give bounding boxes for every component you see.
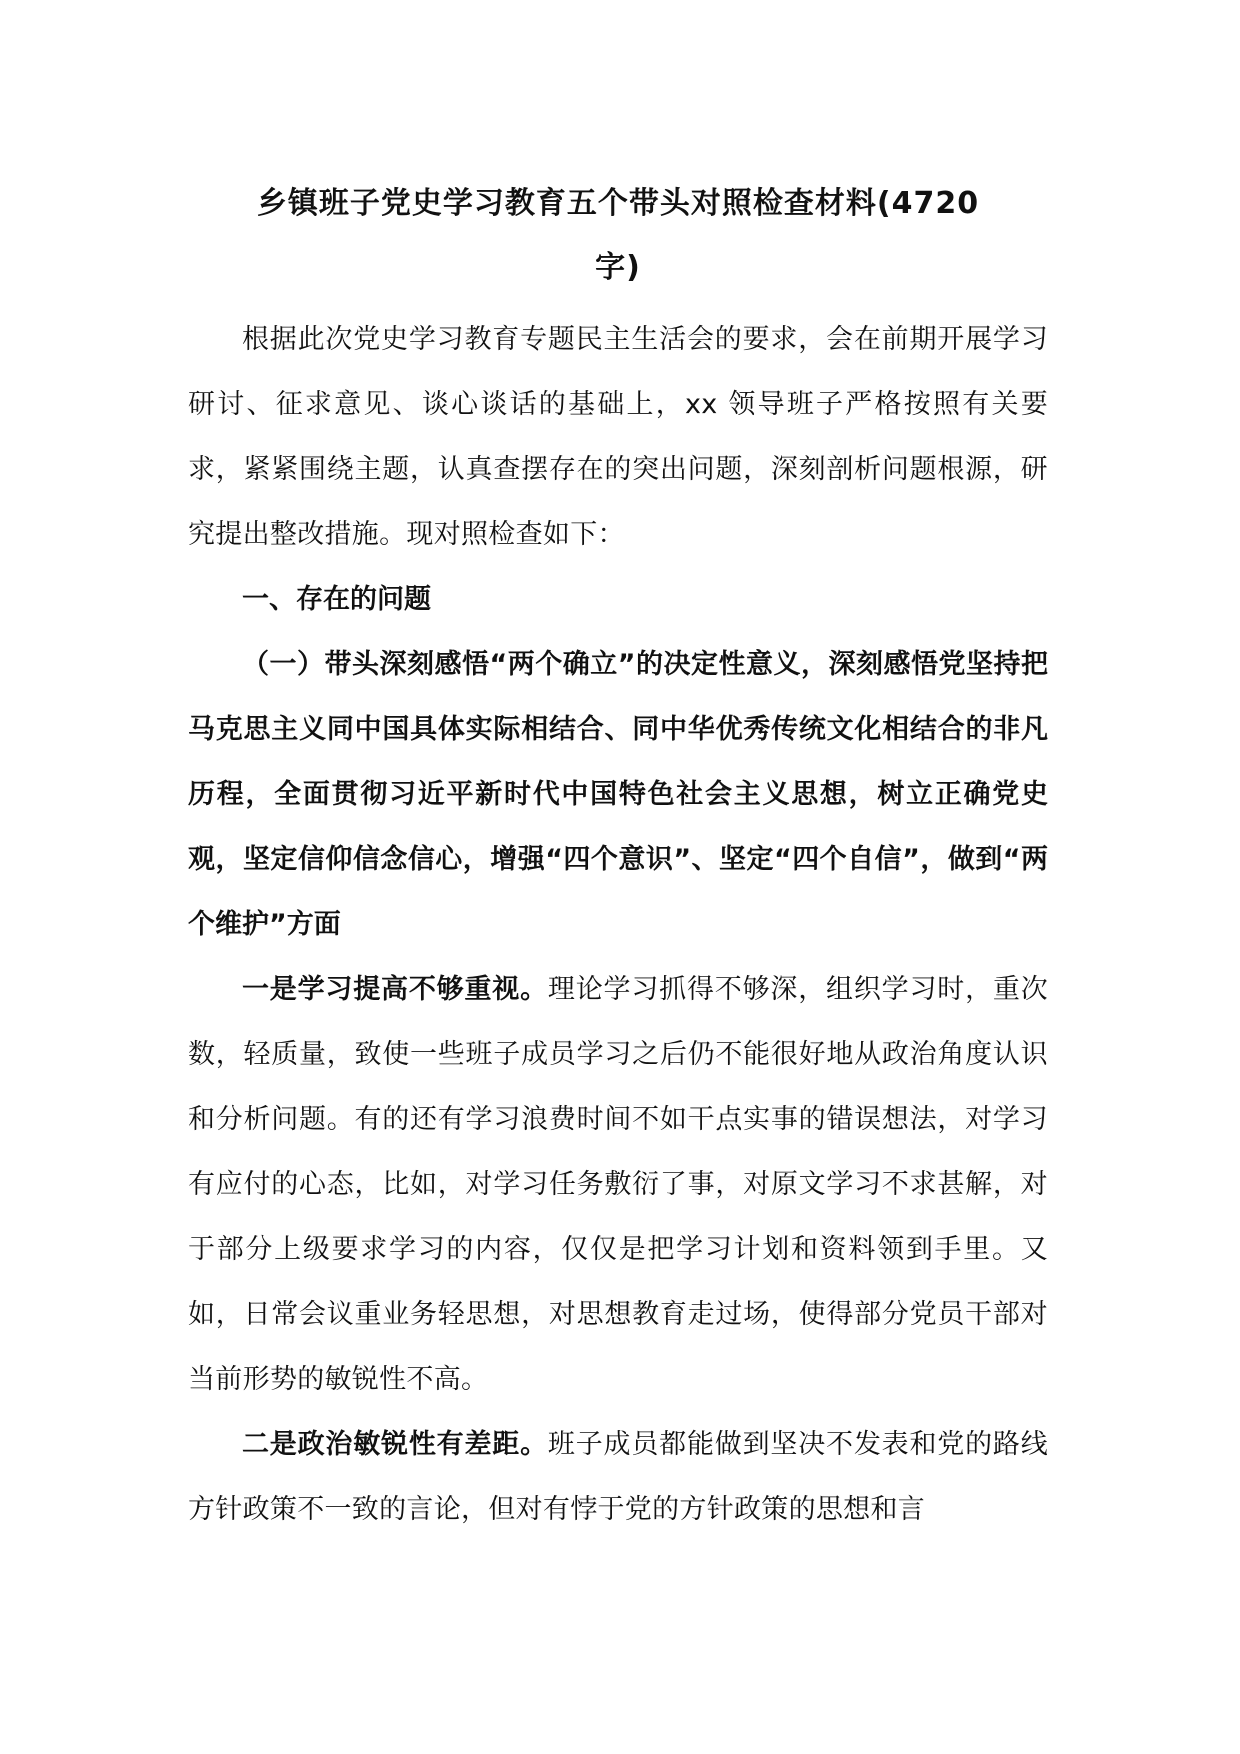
point-2-text: 班子成员都能做到坚决不发表和党的路线方针政策不一致的言论，但对有悖于党的方针政策的思想和言 [188, 1429, 1048, 1525]
point-1-lead: 一是学习提高不够重视。 [242, 974, 548, 1005]
point-1-text: 理论学习抓得不够深，组织学习时，重次数，轻质量，致使一些班子成员学习之后仍不能很好地从政治角度认识和分析问题。有的还有学习浪费时间不如干点实事的错误想法，对学习有应付的心态，比如，对学习任务敷衍了事，对原文学习不求甚解，对于部分上级要求学习的内容，仅仅是把学习计划和资料领到手里。又如，日常会议重业务轻思想，对思想教育走过场，使得部分党员干部对当前形势的敏锐性不高。 [188, 974, 1048, 1395]
document-title [188, 172, 1048, 300]
point-2-paragraph [188, 1412, 1048, 1542]
section-heading-problems: 一、存在的问题 [242, 584, 431, 615]
document-title-line-1: 乡镇班子党史学习教育五个带头对照检查材料(4720 [256, 186, 980, 221]
intro-paragraph: 根据此次党史学习教育专题民主生活会的要求，会在前期开展学习研讨、征求意见、谈心谈话的基础上，xx 领导班子严格按照有关要求，紧紧围绕主题，认真查摆存在的突出问题，深刻剖析问题根源，研究提出整改措施。现对照检查如下： [188, 324, 1048, 550]
document-body [188, 172, 1048, 1542]
document-title-line-2: 字) [595, 250, 641, 285]
point-1-paragraph [188, 957, 1048, 1412]
point-2-lead: 二是政治敏锐性有差距。 [242, 1429, 548, 1460]
subsection-heading-1: （一）带头深刻感悟“两个确立”的决定性意义，深刻感悟党坚持把马克思主义同中国具体实际相结合、同中华优秀传统文化相结合的非凡历程，全面贯彻习近平新时代中国特色社会主义思想，树立正确党史观，坚定信仰信念信心，增强“四个意识”、坚定“四个自信”，做到“两个维护”方面 [188, 649, 1048, 940]
